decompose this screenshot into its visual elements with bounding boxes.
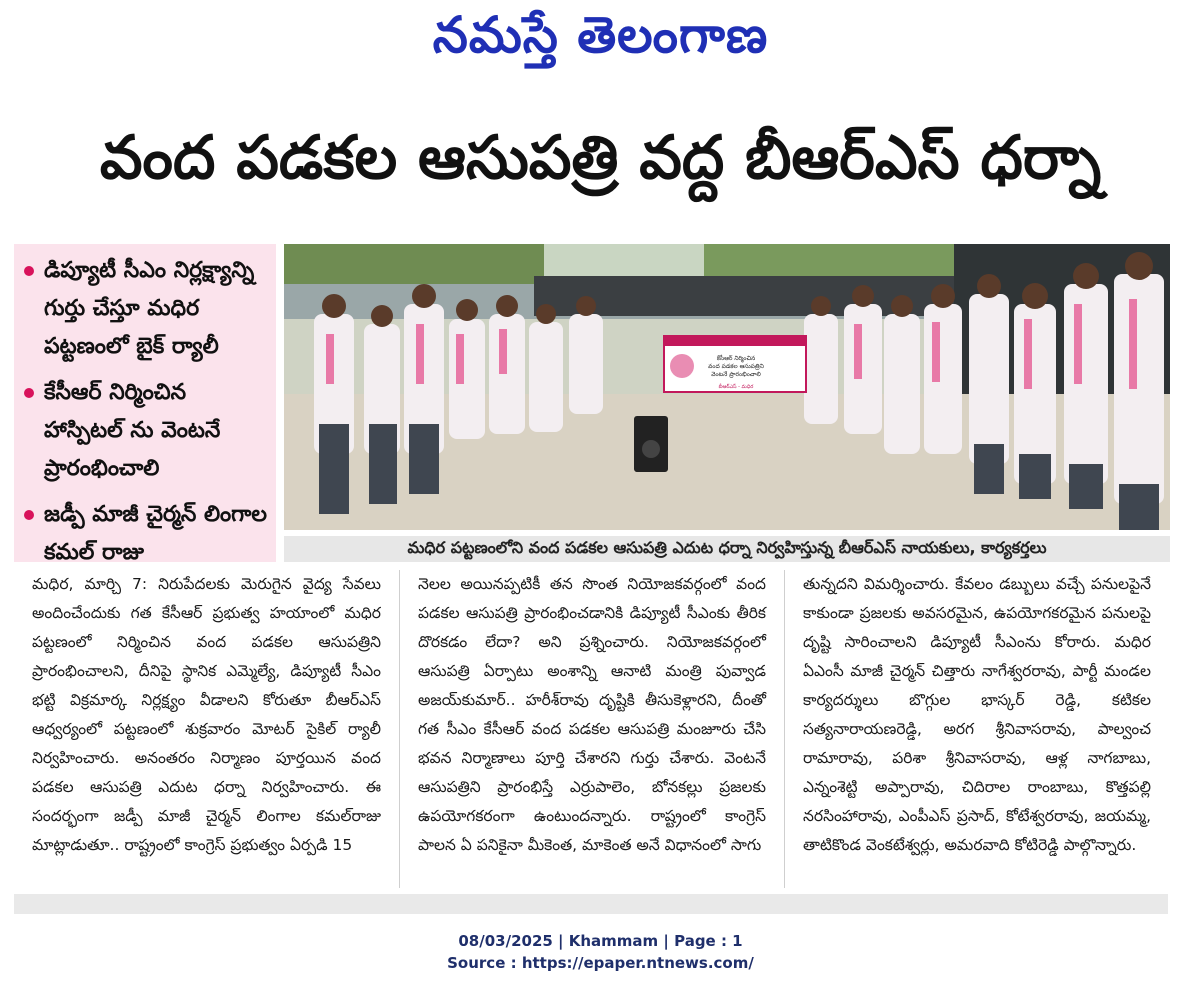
highlight-text: డిప్యూటీ సీఎం నిర్లక్ష్యాన్ని గుర్తు చేస్తూ మధిర పట్టణంలో బైక్ ర్యాలీ [44, 258, 255, 359]
page-footer [0, 930, 1201, 980]
highlight-item [24, 496, 270, 572]
article-column [399, 570, 784, 888]
bullet-icon [24, 510, 34, 520]
highlight-item [24, 374, 270, 488]
banner-line: వెంటనే ప్రారంభించాలి [711, 371, 761, 378]
source-link[interactable]: Source : https://epaper.ntnews.com/ [447, 954, 754, 972]
bullet-icon [24, 266, 34, 276]
article-body [14, 570, 1170, 888]
bullet-icon [24, 388, 34, 398]
photo-caption [284, 536, 1170, 562]
bottom-band [14, 894, 1168, 914]
masthead [0, 0, 1201, 82]
protest-photo-illustration [284, 244, 1170, 530]
article-column [14, 570, 399, 888]
article-column [784, 570, 1169, 888]
news-photo [284, 244, 1170, 530]
article-headline [0, 110, 1201, 220]
banner-footer: బీఆర్ఎస్ - మధిర [718, 384, 754, 390]
headline-text: వంద పడకల ఆసుపత్రి వద్ద బీఆర్ఎస్ ధర్నా [99, 123, 1102, 193]
edition-info: 08/03/2025 | Khammam | Page : 1 [458, 932, 743, 950]
masthead-title: నమస్తే తెలంగాణ [432, 5, 769, 64]
highlight-text: జడ్పీ మాజీ చైర్మన్ లింగాల కమల్ రాజు [44, 502, 268, 565]
highlight-item [24, 252, 270, 366]
article-paragraph: మధిర, మార్చి 7: నిరుపేదలకు మెరుగైన వైద్య సేవలు అందించేందుకు గత కేసీఆర్ ప్రభుత్వ హయాంలో మధిర పట్టణంలో నిర్మించిన వంద పడకల ఆసుపత్రిని ప్రారంభించాలని, దీనిపై స్థానిక ఎమ్మెల్యే, డిప్యూటీ సీఎం భట్టి విక్రమార్క నిర్లక్ష్యం వీడాలని కోరుతూ బీఆర్ఎస్ ఆధ్వర్యంలో పట్టణంలో శుక్రవారం మోటర్ సైకిల్ ర్యాలీ నిర్వహించారు. అనంతరం నిర్మాణం పూర్తయిన వంద పడకల ఆసుపత్రి ఎదుట ధర్నా నిర్వహించారు. ఈ సందర్భంగా జడ్పీ మాజీ చైర్మన్ లింగాల కమల్‌రాజు మాట్లాడుతూ.. రాష్ట్రంలో కాంగ్రెస్ ప్రభుత్వం ఏర్పడి 15 [32, 575, 381, 854]
banner-line: వంద పడకల ఆసుపత్రిని [708, 363, 764, 370]
highlight-text: కేసీఆర్ నిర్మించిన హాస్పిటల్ ను వెంటనే ప్రారంభించాలి [44, 380, 221, 481]
caption-text: మధిర పట్టణంలోని వంద పడకల ఆసుపత్రి ఎదుట ధర్నా నిర్వహిస్తున్న బీఆర్ఎస్ నాయకులు, కార్యకర్తలు [407, 537, 1047, 557]
highlights-box [14, 244, 276, 565]
banner-line: కేసీఆర్ నిర్మించిన [716, 355, 756, 362]
article-paragraph: తున్నదని విమర్శించారు. కేవలం డబ్బులు వచ్చే పనులపైనే కాకుండా ప్రజలకు అవసరమైన, ఉపయోగకరమైన పనులపై దృష్టి సారించాలని డిప్యూటీ సీఎంను కోరారు. మధిర ఏఎంసీ మాజీ చైర్మన్ చిత్తారు నాగేశ్వరరావు, పార్టీ మండల కార్యదర్శులు బొగ్గుల భాస్కర్ రెడ్డి, కటికల సత్యనారాయణరెడ్డి, అరగ శ్రీనివాసరావు, పాల్వంచ రామారావు, పరిశా శ్రీనివాసరావు, ఆళ్ల నాగబాబు, ఎన్నంశెట్టి అప్పారావు, చిదిరాల రాంబాబు, కొత్తపల్లి నరసింహారావు, ఎంపీఎస్ ప్రసాద్, కోటేశ్వరరావు, జయమ్మ, తాటికొండ వెంకటేశ్వర్లు, అమరవాది కోటిరెడ్డి పాల్గొన్నారు. [803, 575, 1151, 854]
article-paragraph: నెలల అయినప్పటికీ తన సొంత నియోజకవర్గంలో వంద పడకల ఆసుపత్రి ప్రారంభించడానికి డిప్యూటీ సీఎంకు తీరిక దొరకడం లేదా? అని ప్రశ్నించారు. నియోజకవర్గంలో ఆసుపత్రి ఏర్పాటు అంశాన్ని ఆనాటి మంత్రి పువ్వాడ అజయ్‌కుమార్.. హరీశ్‌రావు దృష్టికి తీసుకెళ్లారని, దీంతో గత సీఎం కేసీఆర్ వంద పడకల ఆసుపత్రి మంజూరు చేసి భవన నిర్మాణాలు పూర్తి చేశారని గుర్తు చేశారు. వెంటనే ఆసుపత్రిని ప్రారంభిస్తే ఎర్రుపాలెం, బోనకల్లు ప్రజలకు ఉపయోగకరంగా ఉంటుందన్నారు. రాష్ట్రంలో కాంగ్రెస్ పాలన ఏ పనికైనా మీకెంత, మాకెంత అనే విధానంలో సాగు [418, 575, 766, 854]
